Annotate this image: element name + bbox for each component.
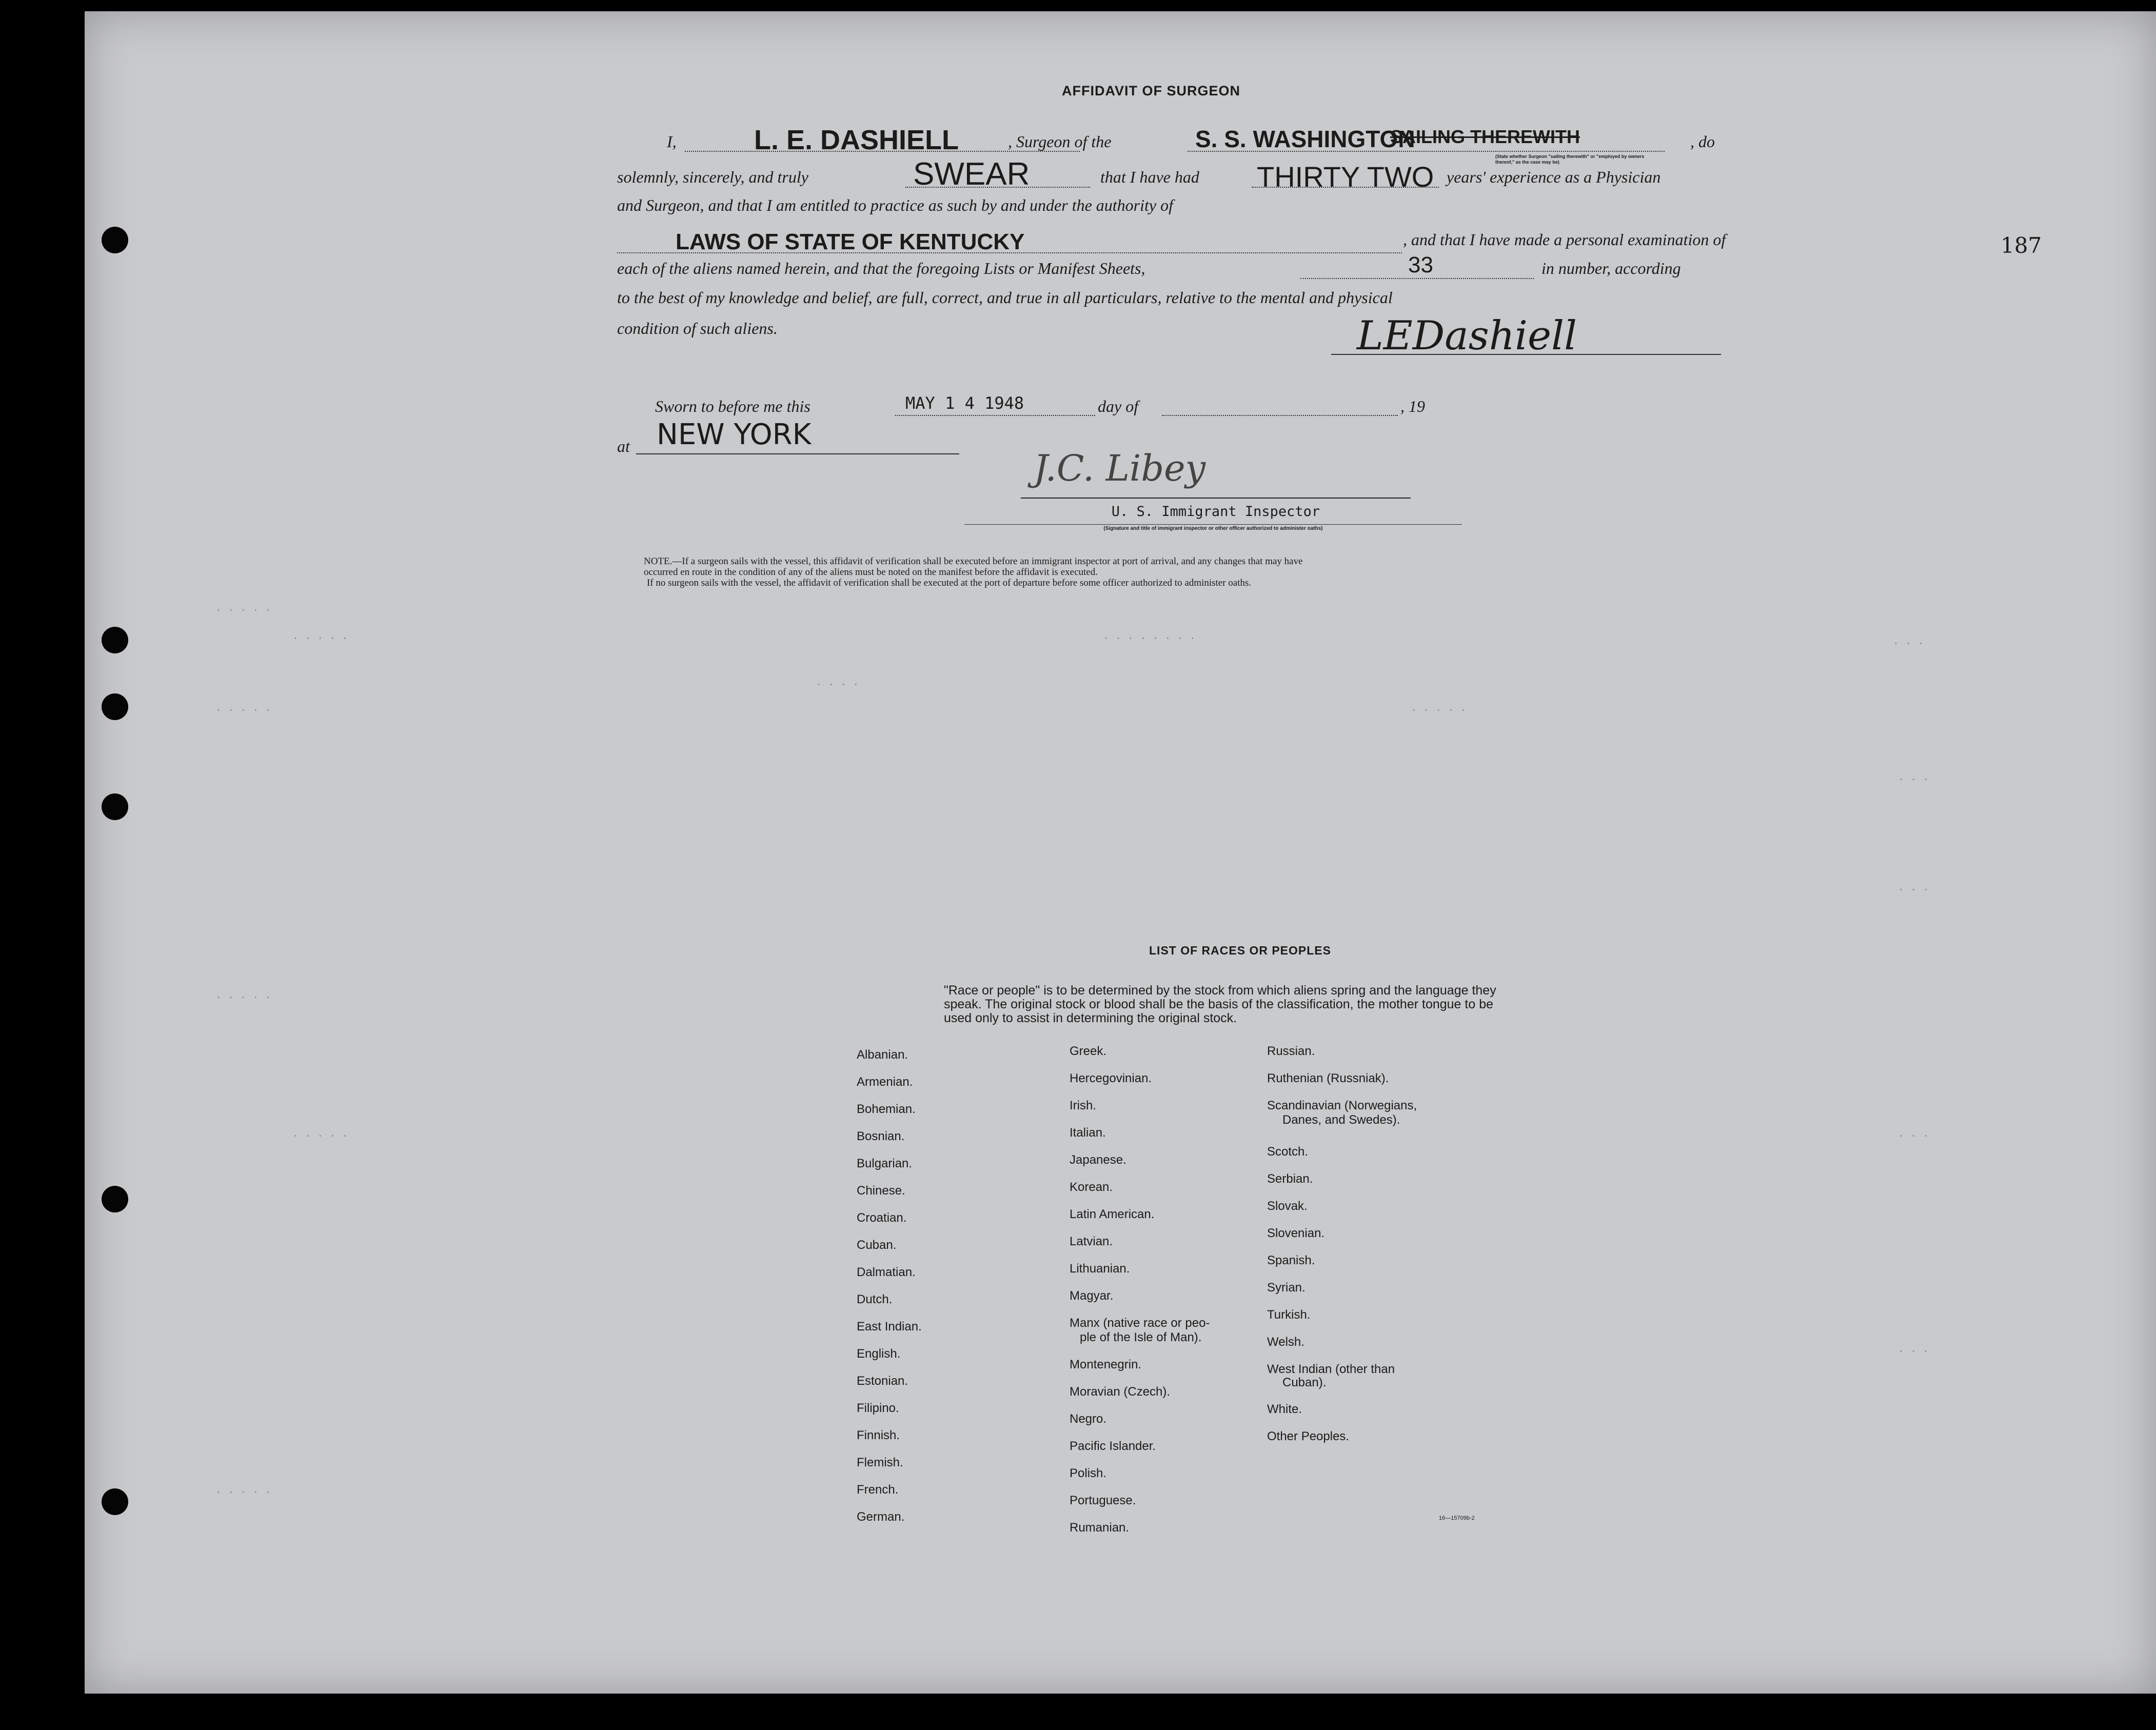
race-item: Scandinavian (Norwegians, bbox=[1267, 1099, 1417, 1112]
race-item: Serbian. bbox=[1267, 1172, 1313, 1186]
note-label: NOTE. bbox=[644, 556, 672, 567]
note-line-2: occurred en route in the condition of any of the aliens must be noted on the manifest before the affidavit is executed. bbox=[644, 567, 1098, 578]
affidavit-personal-exam: , and that I have made a personal examination of bbox=[1403, 230, 1726, 249]
race-item: Portuguese. bbox=[1070, 1494, 1136, 1507]
manifest-sheets-count: 33 bbox=[1408, 252, 1433, 277]
surgeon-signature: LEDashiell bbox=[1357, 313, 1577, 359]
form-number: 16—15709b-2 bbox=[1439, 1515, 1475, 1521]
sailing-status: SAILING THEREWITH bbox=[1390, 126, 1580, 147]
affidavit-that-i-have-had: that I have had bbox=[1100, 168, 1199, 186]
affidavit-i: I, bbox=[667, 132, 677, 151]
place: NEW YORK bbox=[657, 418, 812, 451]
month-line bbox=[1162, 415, 1398, 416]
authority: LAWS OF STATE OF KENTUCKY bbox=[676, 229, 1025, 254]
race-item: Italian. bbox=[1070, 1126, 1106, 1140]
race-item: West Indian (other than bbox=[1267, 1362, 1395, 1376]
affidavit-solemnly: solemnly, sincerely, and truly bbox=[617, 168, 808, 186]
race-item: Spanish. bbox=[1267, 1254, 1315, 1267]
sworn-date: MAY 1 4 1948 bbox=[905, 393, 1024, 413]
place-line bbox=[636, 453, 959, 454]
affidavit-each-alien: each of the aliens named herein, and that the foregoing Lists or Manifest Sheets, bbox=[617, 259, 1145, 277]
oath: SWEAR bbox=[913, 156, 1030, 192]
race-item: Magyar. bbox=[1070, 1289, 1114, 1303]
race-item: Scotch. bbox=[1267, 1145, 1309, 1159]
day-of-text: day of bbox=[1098, 397, 1139, 415]
race-item: Armenian. bbox=[857, 1075, 913, 1089]
affidavit-in-number: in number, according bbox=[1541, 259, 1681, 277]
race-item: Slovenian. bbox=[1267, 1226, 1325, 1240]
race-item: Croatian. bbox=[857, 1211, 907, 1225]
affidavit-title: AFFIDAVIT OF SURGEON bbox=[1062, 83, 1240, 98]
binder-hole bbox=[102, 793, 128, 820]
race-item: Lithuanian. bbox=[1070, 1262, 1130, 1276]
race-item: Greek. bbox=[1070, 1044, 1107, 1058]
binder-hole bbox=[102, 1186, 128, 1212]
affidavit-condition: condition of such aliens. bbox=[617, 319, 778, 337]
page-number: 187 bbox=[2001, 233, 2042, 258]
race-item: Bohemian. bbox=[857, 1102, 916, 1116]
affidavit-best-knowledge: to the best of my knowledge and belief, are full, correct, and true in all particulars, relative to the mental and physical bbox=[617, 288, 1393, 307]
race-item: Estonian. bbox=[857, 1374, 908, 1388]
races-intro: "Race or people" is to be determined by the stock from which aliens spring and the language they speak. The original stock or blood shall be the basis of the classification, the mother tongue to be used only to assist in determining the original stock. bbox=[944, 983, 1496, 1025]
race-item: Bulgarian. bbox=[857, 1157, 913, 1170]
race-item: Cuban. bbox=[857, 1238, 897, 1252]
race-item: Dutch. bbox=[857, 1292, 893, 1306]
affidavit-surgeon-of: , Surgeon of the bbox=[1008, 132, 1112, 151]
inspector-caption: (Signature and title of immigrant inspector or other officer authorized to administer oaths) bbox=[964, 524, 1462, 531]
race-item: Turkish. bbox=[1267, 1308, 1311, 1322]
race-item: Pacific Islander. bbox=[1070, 1439, 1156, 1453]
affidavit-note bbox=[644, 556, 1618, 588]
binder-hole bbox=[102, 693, 128, 720]
race-item: Other Peoples. bbox=[1267, 1429, 1350, 1443]
race-item: Cuban). bbox=[1282, 1376, 1327, 1389]
race-item: Dalmatian. bbox=[857, 1265, 916, 1279]
year-prefix: , 19 bbox=[1400, 397, 1425, 415]
race-item: Rumanian. bbox=[1070, 1521, 1130, 1535]
surgeon-name: L. E. DASHIELL bbox=[754, 125, 959, 155]
race-item: Irish. bbox=[1070, 1099, 1097, 1112]
affidavit-years-experience: years' experience as a Physician bbox=[1447, 168, 1661, 186]
race-item: Korean. bbox=[1070, 1180, 1113, 1194]
race-item: Manx (native race or peo- bbox=[1070, 1316, 1210, 1330]
binder-hole bbox=[102, 627, 128, 653]
race-item: White. bbox=[1267, 1402, 1302, 1416]
race-item: Slovak. bbox=[1267, 1199, 1308, 1213]
race-item: English. bbox=[857, 1347, 901, 1361]
binder-hole bbox=[102, 1488, 128, 1515]
race-item: Albanian. bbox=[857, 1048, 908, 1062]
race-item: Russian. bbox=[1267, 1044, 1315, 1058]
race-item: ple of the Isle of Man). bbox=[1080, 1330, 1202, 1344]
note-line-1: —If a surgeon sails with the vessel, this affidavit of verification shall be executed before an immigrant inspector at port of arrival, and any changes that may have bbox=[672, 556, 1303, 567]
sheets-line bbox=[1300, 278, 1534, 279]
race-item: Montenegrin. bbox=[1070, 1358, 1142, 1371]
race-item: Danes, and Swedes). bbox=[1282, 1113, 1400, 1127]
race-item: Japanese. bbox=[1070, 1153, 1126, 1167]
surgeon-affidavit bbox=[85, 11, 2156, 627]
race-item: Ruthenian (Russniak). bbox=[1267, 1071, 1389, 1085]
race-item: Syrian. bbox=[1267, 1281, 1306, 1295]
race-item: French. bbox=[857, 1483, 899, 1497]
race-item: Flemish. bbox=[857, 1456, 903, 1469]
sailing-note: (State whether Surgeon "sailing therewith" or "employed by owners thereof," as the case may be) bbox=[1495, 154, 1645, 165]
affidavit-and-surgeon: and Surgeon, and that I am entitled to practice as such by and under the authority of bbox=[617, 196, 1173, 214]
at-text: at bbox=[617, 437, 630, 455]
race-item: Welsh. bbox=[1267, 1335, 1304, 1349]
document-page: 187 . . . . . . . . . . . . . . . . . . . . . . . . . . . . . . . . . . . . . . . . . . . . . . . . . . . . . . . . . . . . . . AFFIDAVIT OF SURGEON I, L. E. DASHIELL , Surgeon of the S. S. WASHINGTON SAILING THEREWITH (State whether Surgeon "sailing therewith" or "employed by owners thereof," as the case may be) , do solemnly, sincerely, and truly SWEAR that I have had THIRTY TWO years' experience as a Physician and Surgeon, and that I am entitled to practice as such by and under the authority of LAWS OF STATE OF KENTUCKY , and that I have made a personal examination of each of the aliens named herein, and that the foregoing Lists or Manifest Sheets, 33 in number, according to the best of my knowledge and belief, are full, correct, and true in all particulars, relative to the mental and physical condition of such aliens. LEDashiell Sworn to before me this MAY 1 4 1948 day of , 19 at NEW YORK J.C. Libey U. S. Immigrant Inspector (Signature and title of immigrant inspector or other officer authorized to administer oaths) NOTE.—If a surgeon sails with the vessel, this affidavit of verification shall be executed before an immigrant inspector at port of arrival, and any changes that may have occurred en route in the condition of any of the aliens must be noted on the manifest before the affidavit is executed. If no surgeon sails with the vessel, the affidavit of verification shall be executed at the port of departure before some officer authorized to administer oaths. LIST OF RACES OR PEOPLES "Race or people" is to be determined by the stock from which aliens spring and the language they speak. The original stock or blood shall be the basis of the classification, the mother tongue to be used only to assist in determining the original stock. Albanian. Armenian. Bohemian. Bosnian. Bulgarian. Chinese. Croatian. Cuban. Dalmatian. Dutch. East Indian. English. Estonian. Filipino. Finnish. Flemish. French. German. Greek. Hercegovinian. Irish. Italian. Japanese. Korean. Latin American. Latvian. Lithuanian. Magyar. Manx (native race or peo- ple of the Isle of Man). Montenegrin. Moravian (Czech). Negro. Pacific Islander. Polish. Portuguese. Rumanian. Russian. Ruthenian (Russniak). Scandinavian (Norwegians, Danes, and Swedes). Scotch. Serbian. Slovak. Slovenian. Spanish. Syrian. Turkish. Welsh. West Indian (other than Cuban). White. Other Peoples. 16—15709b-2 bbox=[85, 11, 2156, 1694]
race-item: East Indian. bbox=[857, 1320, 922, 1334]
sworn-text: Sworn to before me this bbox=[655, 397, 810, 415]
race-item: Latin American. bbox=[1070, 1207, 1155, 1221]
affidavit-do: , do bbox=[1690, 132, 1715, 151]
race-item: Hercegovinian. bbox=[1070, 1071, 1152, 1085]
inspector-title: U. S. Immigrant Inspector bbox=[1021, 498, 1411, 520]
vessel-name: S. S. WASHINGTON bbox=[1195, 126, 1415, 152]
races-list-title: LIST OF RACES OR PEOPLES bbox=[1149, 944, 1331, 957]
race-item: Bosnian. bbox=[857, 1129, 905, 1143]
race-item: Polish. bbox=[1070, 1466, 1107, 1480]
race-item: Latvian. bbox=[1070, 1235, 1113, 1248]
date-line bbox=[895, 415, 1095, 416]
race-item: Moravian (Czech). bbox=[1070, 1385, 1171, 1399]
race-item: Filipino. bbox=[857, 1401, 899, 1415]
years-experience: THIRTY TWO bbox=[1257, 161, 1434, 193]
inspector-signature: J.C. Libey bbox=[1034, 447, 1206, 489]
note-line-3: If no surgeon sails with the vessel, the affidavit of verification shall be executed at the port of departure before some officer authorized to administer oaths. bbox=[647, 578, 1252, 588]
race-item: Chinese. bbox=[857, 1184, 905, 1198]
race-item: German. bbox=[857, 1510, 905, 1524]
race-item: Finnish. bbox=[857, 1428, 900, 1442]
race-item: Negro. bbox=[1070, 1412, 1107, 1426]
